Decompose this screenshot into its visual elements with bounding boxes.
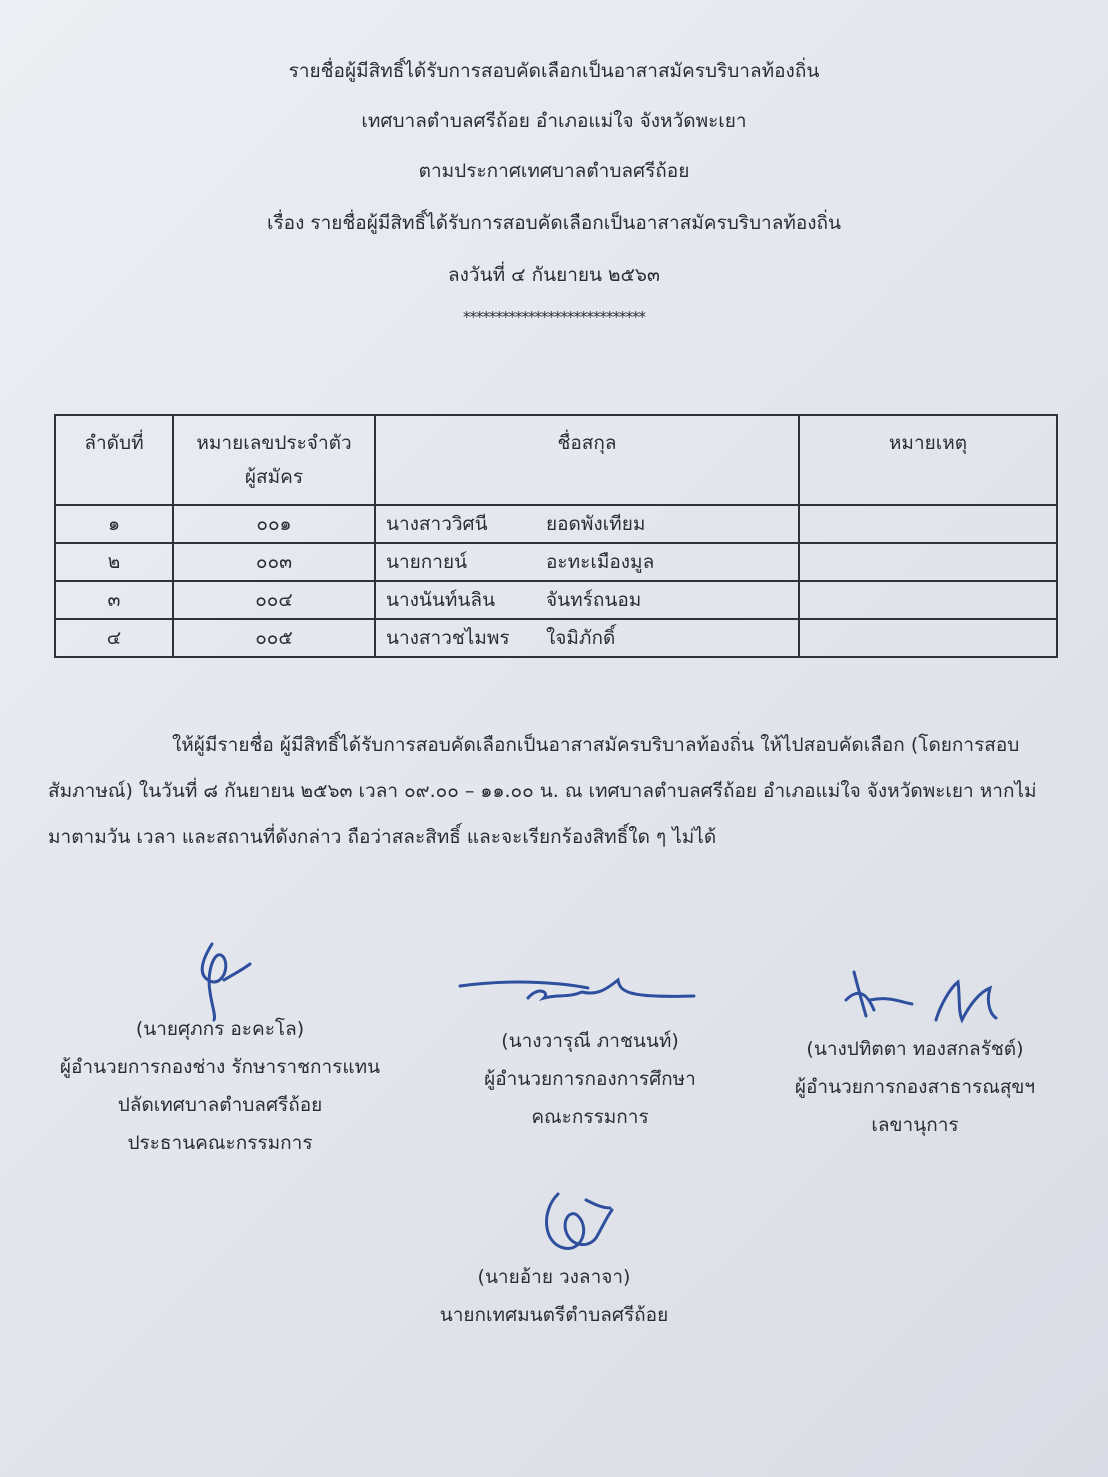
table-row bbox=[55, 543, 1057, 581]
candidate-table bbox=[54, 414, 1058, 658]
signatory-1-title1: ผู้อำนวยการกองช่าง รักษาราชการแทน bbox=[59, 1056, 381, 1078]
table-row bbox=[55, 619, 1057, 657]
cell-id: ๐๐๕ bbox=[173, 619, 375, 657]
signatory-3-name: (นางปทิตตา ทองสกลรัชต์) bbox=[806, 1038, 1024, 1060]
cell-first-name: นางนันท์นลิน bbox=[386, 589, 496, 611]
cell-name bbox=[375, 581, 799, 619]
signatory-1-title3: ประธานคณะกรรมการ bbox=[127, 1132, 313, 1154]
signatory-4-name: (นายอ้าย วงลาจา) bbox=[477, 1266, 631, 1288]
col-remark-header: หมายเหตุ bbox=[799, 415, 1057, 505]
signature-2-mark bbox=[458, 978, 698, 1004]
cell-first-name: นายกายน์ bbox=[386, 551, 468, 573]
signatory-2-title2: คณะกรรมการ bbox=[531, 1106, 649, 1128]
cell-id: ๐๐๓ bbox=[173, 543, 375, 581]
cell-name bbox=[375, 543, 799, 581]
signatory-1-name: (นายศุภกร อะคะโล) bbox=[135, 1018, 305, 1040]
instructions-text: ให้ผู้มีรายชื่อ ผู้มีสิทธิ์ได้รับการสอบคัดเลือกเป็นอาสาสมัครบริบาลท้องถิ่น ให้ไปสอบคัดเลือก (โดยการสอบสัมภาษณ์) ในวันที่ ๘ กันยายน ๒๕๖๓ เวลา ๐๙.๐๐ – ๑๑.๐๐ น. ณ เทศบาลตำบลศรีถ้อย อำเภอแม่ใจ จังหวัดพะเยา หากไม่มาตามวัน เวลา และสถานที่ดังกล่าว ถือว่าสละสิทธิ์ และจะเรียกร้องสิทธิ์ใด ๆ ไม่ได้ bbox=[48, 734, 1037, 848]
signatory-3 bbox=[740, 1030, 1090, 1144]
col-id-header-line2: ผู้สมัคร bbox=[244, 466, 304, 488]
cell-remark bbox=[799, 505, 1057, 543]
signatory-1 bbox=[40, 1010, 400, 1162]
cell-last-name: จันทร์ถนอม bbox=[546, 589, 642, 611]
cell-order: ๒ bbox=[55, 543, 173, 581]
col-order-header: ลำดับที่ bbox=[55, 415, 173, 505]
cell-last-name: ยอดพังเทียม bbox=[546, 513, 646, 535]
cell-name bbox=[375, 505, 799, 543]
doc-subject: เรื่อง รายชื่อผู้มีสิทธิ์ได้รับการสอบคัดเลือกเป็นอาสาสมัครบริบาลท้องถิ่น bbox=[266, 212, 842, 234]
col-name-header: ชื่อสกุล bbox=[375, 415, 799, 505]
doc-divider: **************************** bbox=[463, 308, 645, 326]
cell-last-name: อะทะเมืองมูล bbox=[546, 551, 655, 573]
cell-name bbox=[375, 619, 799, 657]
table-header-row bbox=[55, 415, 1057, 505]
cell-order: ๔ bbox=[55, 619, 173, 657]
instructions-paragraph bbox=[48, 722, 1058, 860]
signatory-3-title1: ผู้อำนวยการกองสาธารณสุขฯ bbox=[794, 1076, 1036, 1098]
doc-date: ลงวันที่ ๔ กันยายน ๒๕๖๓ bbox=[448, 264, 660, 286]
cell-id: ๐๐๑ bbox=[173, 505, 375, 543]
cell-remark bbox=[799, 581, 1057, 619]
cell-remark bbox=[799, 619, 1057, 657]
cell-first-name: นางสาวชไมพร bbox=[386, 627, 510, 649]
signatory-2-name: (นางวารุณี ภาชนนท์) bbox=[501, 1030, 679, 1052]
signatory-2-title1: ผู้อำนวยการกองการศึกษา bbox=[484, 1068, 696, 1090]
signatory-2 bbox=[420, 1022, 760, 1136]
signature-4-mark bbox=[530, 1188, 620, 1260]
doc-title: รายชื่อผู้มีสิทธิ์ได้รับการสอบคัดเลือกเป็นอาสาสมัครบริบาลท้องถิ่น bbox=[288, 60, 820, 82]
cell-first-name: นางสาววิศนี bbox=[386, 513, 488, 535]
cell-id: ๐๐๔ bbox=[173, 581, 375, 619]
cell-last-name: ใจมิภักดิ์ bbox=[546, 627, 616, 649]
cell-order: ๓ bbox=[55, 581, 173, 619]
table-row bbox=[55, 505, 1057, 543]
signature-3-mark bbox=[840, 966, 1010, 1026]
col-id-header bbox=[173, 415, 375, 505]
cell-remark bbox=[799, 543, 1057, 581]
table-row bbox=[55, 581, 1057, 619]
cell-order: ๑ bbox=[55, 505, 173, 543]
doc-announcement-ref: ตามประกาศเทศบาลตำบลศรีถ้อย bbox=[418, 160, 690, 182]
col-id-header-line1: หมายเลขประจำตัว bbox=[196, 432, 352, 454]
signatory-1-title2: ปลัดเทศบาลตำบลศรีถ้อย bbox=[117, 1094, 323, 1116]
doc-municipality: เทศบาลตำบลศรีถ้อย อำเภอแม่ใจ จังหวัดพะเยา bbox=[361, 110, 747, 132]
signatory-4 bbox=[384, 1258, 724, 1334]
signatory-3-title2: เลขานุการ bbox=[871, 1114, 959, 1136]
signatory-4-title1: นายกเทศมนตรีตำบลศรีถ้อย bbox=[439, 1304, 669, 1326]
